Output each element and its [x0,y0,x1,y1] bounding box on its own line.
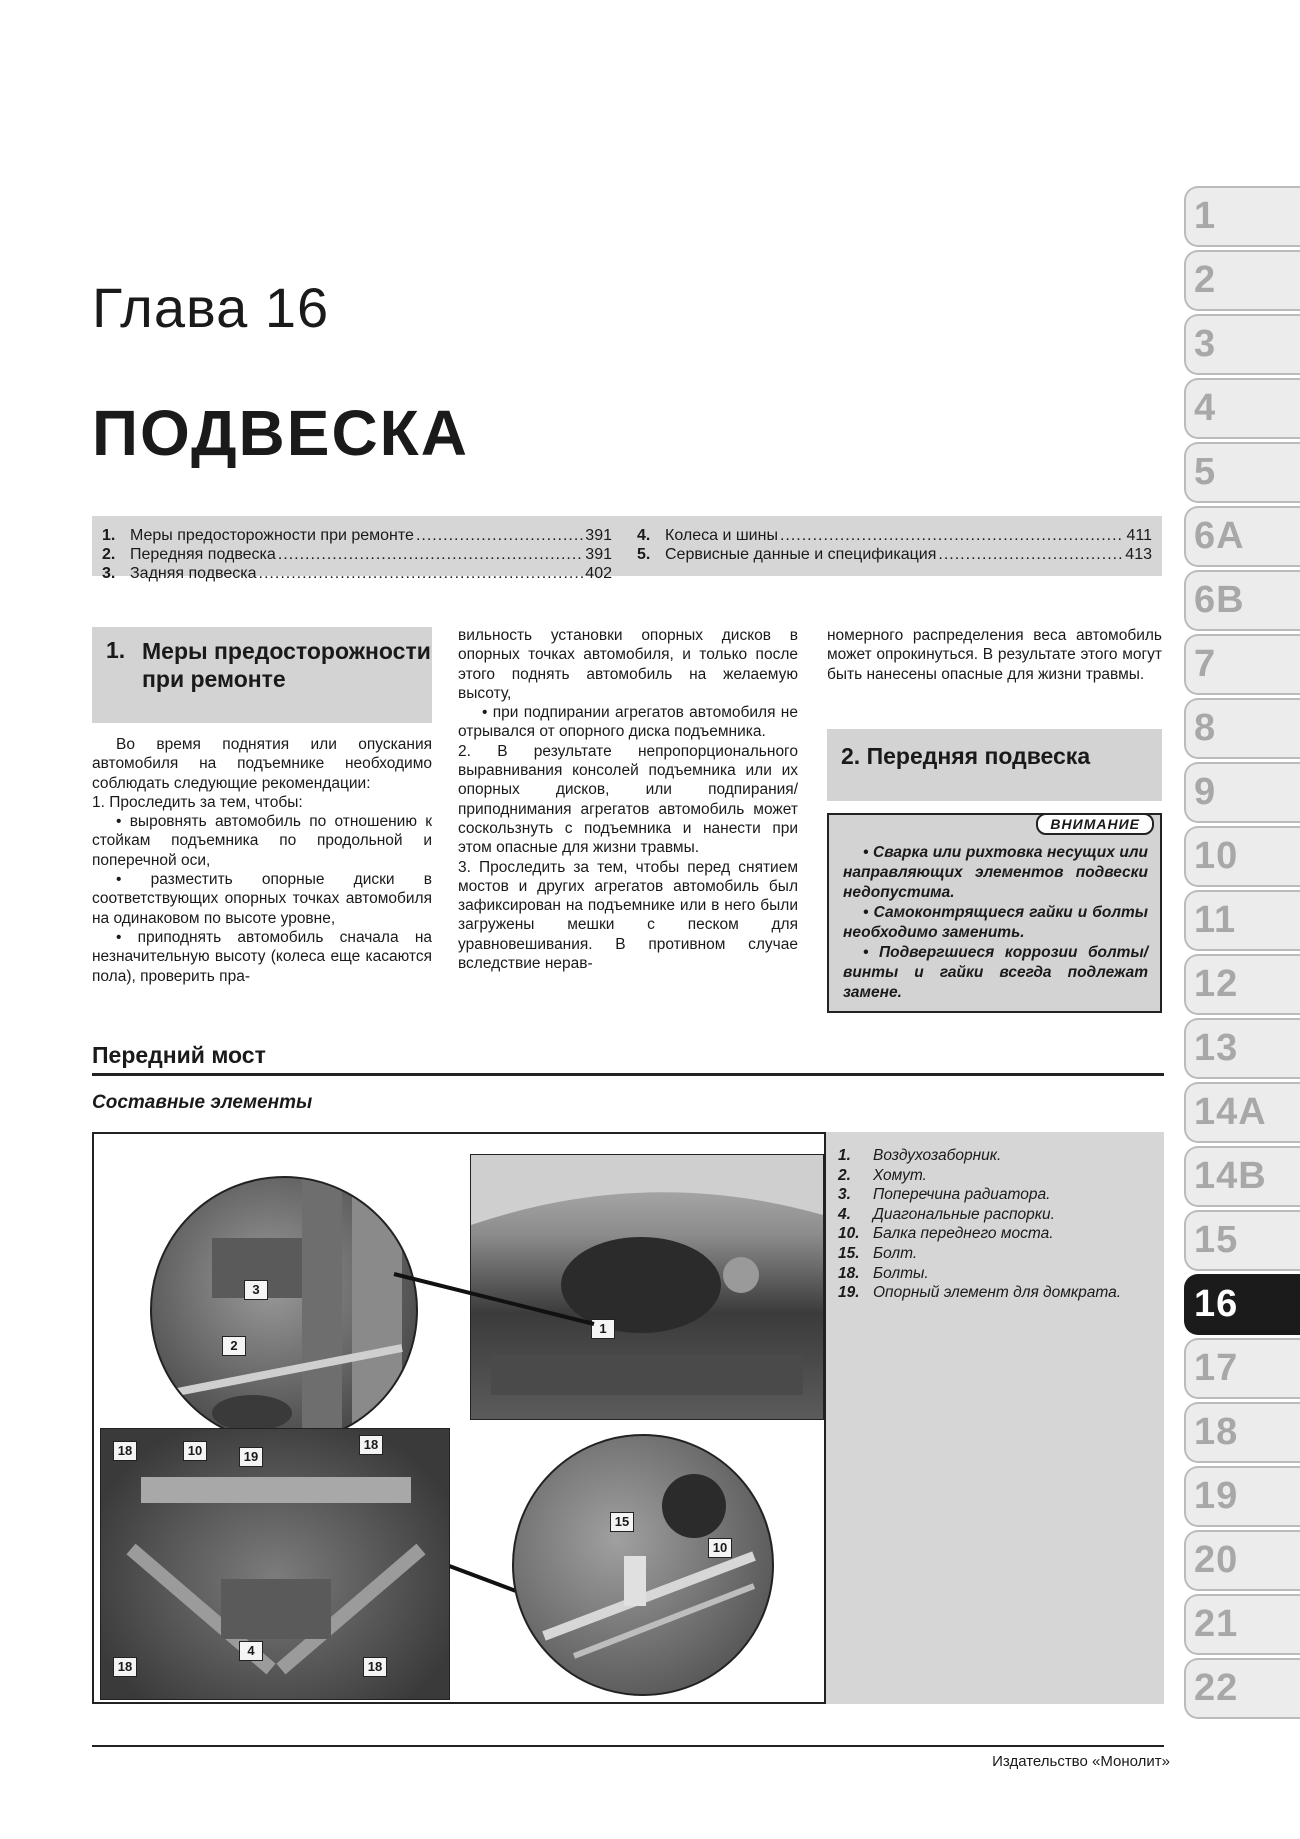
chapter-tab[interactable]: 15 [1184,1210,1300,1271]
chapter-tab[interactable]: 6B [1184,570,1300,631]
toc-entry[interactable]: 5. Сервисные данные и спецификация ..... 413 [637,545,1152,564]
toc-entry[interactable]: 4. Колеса и шины ..... 411 [637,526,1152,545]
toc-entry[interactable]: 1. Меры предосторожности при ремонте ..... 391 [102,526,612,545]
section-1-column-2: вильность установки опорных дисков в опорных точках автомобиля, и только после этого поднять автомобиль на желаемую высоту, • при подпирании агрегатов автомобиля не отрывался от опорного диска подъемника. 2. В результате непропорционального выравнивания консолей подъемника или их опорных дисков, или подпирания/приподнимания агрегатов автомобиль может соскользнуть с подъемника и нанести при этом опасные для жизни травмы. 3. Проследить за тем, чтобы перед снятием мостов и других агрегатов автомобиль был зафиксирован на подъемнике или в него были загружены мешки с песком для уравновешивания. В противном случае вследствие нерав- [458,627,798,973]
chapter-tabs [1184,186,1300,1722]
legend-item: 19. Опорный элемент для домкрата. [838,1284,1122,1302]
toc-left-column [102,526,612,583]
section-1-column-1: Во время поднятия или опускания автомобиля на подъемнике необходимо соблюдать следующие рекомендации: 1. Проследить за тем, чтобы: • выровнять автомобиль по отношению к стойкам подъемника по продольной и поперечной оси, • разместить опорные диски в соответствующих опорных точках автомобиля на одинаковом по высоте уровне, • приподнять автомобиль сначала на незначительную высоту (колеса еще касаются пола), проверить пра- [92,736,432,985]
legend-item: 4. Диагональные распорки. [838,1205,1055,1223]
chapter-tab[interactable]: 22 [1184,1658,1300,1719]
chapter-tab[interactable]: 17 [1184,1338,1300,1399]
legend-item: 2. Хомут. [838,1166,927,1184]
section-2-heading: 2. Передняя подвеска [827,729,1162,801]
callout-10: 10 [183,1441,207,1461]
bolt-detail-photo [512,1434,774,1696]
legend-item: 10. Балка переднего моста. [838,1225,1054,1243]
callout-18: 18 [359,1435,383,1455]
legend-item: 1. Воздухозаборник. [838,1147,1002,1164]
chapter-tab[interactable]: 8 [1184,698,1300,759]
footer-divider [92,1745,1164,1747]
chapter-title: ПОДВЕСКА [92,397,469,469]
toc-entry[interactable]: 3. Задняя подвеска ..... 402 [102,564,612,583]
callout-19: 19 [239,1447,263,1467]
callout-15: 15 [610,1512,634,1532]
chapter-tab[interactable]: 10 [1184,826,1300,887]
chapter-tab[interactable]: 14A [1184,1082,1300,1143]
chapter-tab[interactable]: 5 [1184,442,1300,503]
toc-right-column [637,526,1152,564]
chapter-tab[interactable]: 4 [1184,378,1300,439]
publisher-credit: Издательство «Монолит» [992,1753,1170,1770]
warning-list: • Сварка или рихтовка несущих или направляющих элементов подвески недопустима. • Самоконтрящиеся гайки и болты необходимо заменить. • Подвергшиеся коррозии болты/винты и гайки всегда подлежат замене. [843,844,1148,1001]
chapter-tab[interactable]: 19 [1184,1466,1300,1527]
callout-3: 3 [244,1280,268,1300]
chapter-tab[interactable]: 20 [1184,1530,1300,1591]
chapter-tab[interactable]: 21 [1184,1594,1300,1655]
callout-4: 4 [239,1641,263,1661]
chapter-tab[interactable]: 1 [1184,186,1300,247]
chapter-toc [92,516,1162,582]
chapter-tab[interactable]: 7 [1184,634,1300,695]
chapter-tab[interactable]: 3 [1184,314,1300,375]
figure-legend [824,1132,1164,1704]
chapter-tab[interactable]: 9 [1184,762,1300,823]
divider [92,1073,1164,1076]
chapter-tab[interactable]: 12 [1184,954,1300,1015]
underbody-photo [100,1428,450,1700]
chapter-tab[interactable]: 6A [1184,506,1300,567]
callout-18: 18 [363,1657,387,1677]
section-1-heading: 1. Меры предосторожности при ремонте [92,627,432,723]
chapter-tab[interactable]: 11 [1184,890,1300,951]
warning-badge: ВНИМАНИЕ [1036,813,1154,835]
chapter-tab[interactable]: 2 [1184,250,1300,311]
chapter-tab[interactable]: 13 [1184,1018,1300,1079]
callout-1: 1 [591,1319,615,1339]
section-1-column-3: номерного распределения веса автомобиль может опрокинуться. В результате этого могут быть нанесены опасные для жизни травмы. [827,627,1162,683]
front-axle-title: Передний мост [92,1042,266,1068]
legend-item: 15. Болт. [838,1244,918,1262]
callout-18: 18 [113,1657,137,1677]
callout-2: 2 [222,1336,246,1356]
chapter-label: Глава 16 [92,276,330,339]
callout-10: 10 [708,1538,732,1558]
warning-box [827,813,1162,1013]
legend-item: 18. Болты. [838,1264,929,1282]
callout-18: 18 [113,1441,137,1461]
chapter-tab-active[interactable]: 16 [1184,1274,1300,1335]
toc-entry[interactable]: 2. Передняя подвеска ..... 391 [102,545,612,564]
legend-item: 3. Поперечина радиатора. [838,1186,1051,1204]
components-subtitle: Составные элементы [92,1092,313,1113]
chapter-tab[interactable]: 18 [1184,1402,1300,1463]
chapter-tab[interactable]: 14B [1184,1146,1300,1207]
